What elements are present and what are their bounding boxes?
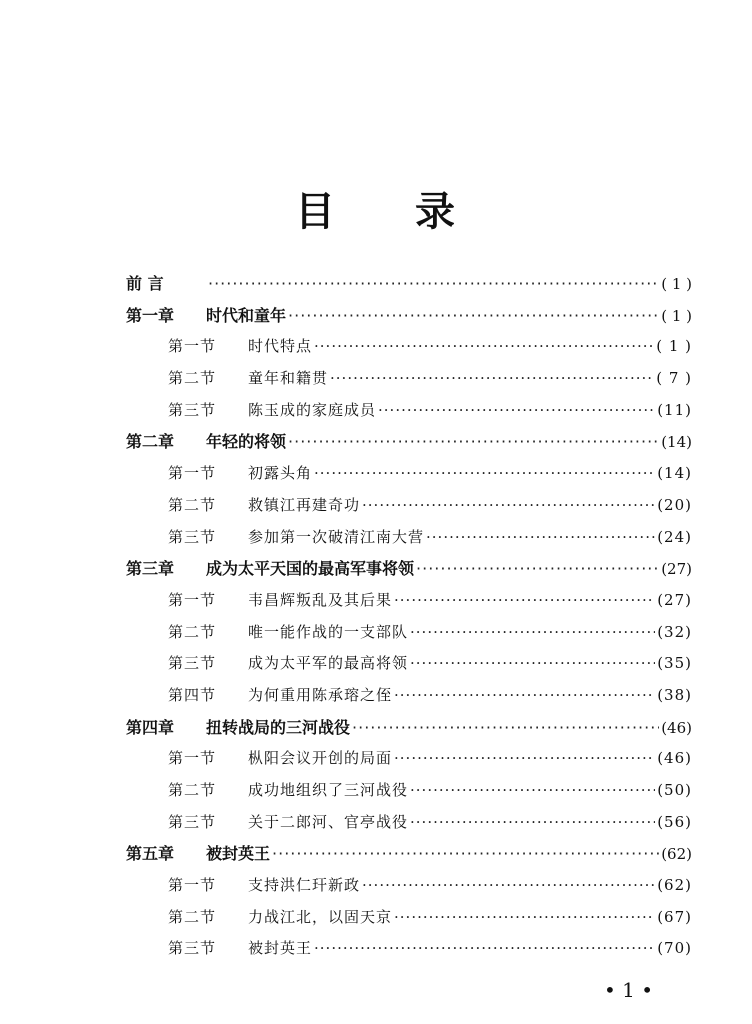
table-of-contents xyxy=(126,268,692,965)
toc-section[interactable] xyxy=(126,870,692,902)
toc-section[interactable] xyxy=(126,331,692,363)
toc-chapter-2[interactable] xyxy=(126,426,692,458)
dot-leader xyxy=(394,743,655,775)
toc-section[interactable] xyxy=(126,902,692,934)
entry-page: (35) xyxy=(657,654,692,673)
dot-leader xyxy=(288,300,659,332)
entry-title: 关于二郎河、官亭战役 xyxy=(248,812,409,831)
toc-section[interactable] xyxy=(126,775,692,807)
entry-page: ( 7 ) xyxy=(656,369,692,388)
toc-section[interactable] xyxy=(126,458,692,490)
toc-chapter-3[interactable] xyxy=(126,553,692,585)
entry-title: 支持洪仁玕新政 xyxy=(248,876,361,895)
dot-leader xyxy=(272,838,659,870)
entry-title: 时代和童年 xyxy=(206,305,287,325)
entry-page: (67) xyxy=(657,907,692,926)
entry-page: (62) xyxy=(661,845,692,864)
entry-page: (62) xyxy=(657,876,692,895)
dot-leader xyxy=(410,648,655,680)
entry-page: (24) xyxy=(657,527,692,546)
entry-label: 第一节 xyxy=(168,590,217,609)
entry-title: 年轻的将领 xyxy=(206,432,287,452)
toc-section[interactable] xyxy=(126,743,692,775)
entry-label: 第三节 xyxy=(168,812,217,831)
dot-leader xyxy=(314,458,655,490)
page-title xyxy=(0,180,752,237)
entry-title: 被封英王 xyxy=(206,844,271,864)
entry-label: 第三节 xyxy=(168,939,217,958)
dot-leader xyxy=(410,807,655,839)
dot-leader xyxy=(362,490,655,522)
dot-leader xyxy=(394,902,655,934)
dot-leader xyxy=(378,395,655,427)
entry-label: 第五章 xyxy=(126,844,175,864)
entry-title: 参加第一次破清江南大营 xyxy=(248,527,425,546)
entry-label: 第一章 xyxy=(126,305,175,325)
dot-leader xyxy=(394,585,655,617)
entry-title: 为何重用陈承瑢之侄 xyxy=(248,685,393,704)
toc-section[interactable] xyxy=(126,648,692,680)
entry-page: (11) xyxy=(657,400,692,419)
entry-label: 第四节 xyxy=(168,685,217,704)
entry-label: 第二节 xyxy=(168,369,217,388)
entry-page: (46) xyxy=(661,718,692,737)
toc-section[interactable] xyxy=(126,522,692,554)
dot-leader xyxy=(394,680,655,712)
toc-section[interactable] xyxy=(126,807,692,839)
toc-section[interactable] xyxy=(126,617,692,649)
entry-title: 成为太平天国的最高军事将领 xyxy=(206,559,415,579)
entry-label: 第一节 xyxy=(168,337,217,356)
toc-section[interactable] xyxy=(126,395,692,427)
dot-leader xyxy=(416,553,659,585)
entry-page: (27) xyxy=(661,560,692,579)
entry-page: (38) xyxy=(657,685,692,704)
dot-leader xyxy=(426,522,655,554)
title-char-1: 目 xyxy=(295,189,337,235)
entry-title: 成为太平军的最高将领 xyxy=(248,654,409,673)
entry-label: 第二章 xyxy=(126,432,175,452)
dot-leader xyxy=(352,712,659,744)
entry-page: (32) xyxy=(657,622,692,641)
entry-page: (20) xyxy=(657,495,692,514)
dot-leader xyxy=(330,363,654,395)
dot-leader xyxy=(410,617,655,649)
entry-page: (14) xyxy=(657,464,692,483)
entry-label: 第一节 xyxy=(168,749,217,768)
entry-page: ( 1 ) xyxy=(661,306,692,325)
entry-title: 初露头角 xyxy=(248,464,313,483)
toc-section[interactable] xyxy=(126,933,692,965)
dot-leader xyxy=(314,933,655,965)
entry-page: (70) xyxy=(657,939,692,958)
entry-label: 第三节 xyxy=(168,654,217,673)
toc-section[interactable] xyxy=(126,585,692,617)
entry-title: 力战江北，以固天京 xyxy=(248,907,393,926)
dot-leader xyxy=(288,426,659,458)
entry-label: 第二节 xyxy=(168,622,217,641)
toc-chapter-5[interactable] xyxy=(126,838,692,870)
entry-title: 韦昌辉叛乱及其后果 xyxy=(248,590,393,609)
page-number: • 1 • xyxy=(604,978,654,1002)
entry-title: 陈玉成的家庭成员 xyxy=(248,400,377,419)
entry-label: 第二节 xyxy=(168,907,217,926)
toc-section[interactable] xyxy=(126,363,692,395)
entry-page: (27) xyxy=(657,590,692,609)
dot-leader xyxy=(362,870,655,902)
dot-leader xyxy=(410,775,655,807)
toc-chapter-1[interactable] xyxy=(126,300,692,332)
entry-page: (50) xyxy=(657,781,692,799)
entry-title: 扭转战局的三河战役 xyxy=(206,717,351,737)
entry-title: 救镇江再建奇功 xyxy=(248,495,361,514)
title-char-2: 录 xyxy=(415,189,457,235)
entry-page: ( 1 ) xyxy=(656,337,692,356)
toc-chapter-4[interactable] xyxy=(126,712,692,744)
entry-label: 第二节 xyxy=(168,495,217,514)
entry-title: 枞阳会议开创的局面 xyxy=(248,749,393,768)
entry-page: (14) xyxy=(661,433,692,452)
entry-label: 第三节 xyxy=(168,400,217,419)
entry-title: 童年和籍贯 xyxy=(248,369,329,388)
entry-label: 第二节 xyxy=(168,781,217,799)
entry-label: 第三章 xyxy=(126,559,175,579)
entry-label: 第一节 xyxy=(168,464,217,483)
entry-title: 成功地组织了三河战役 xyxy=(248,781,409,799)
entry-page: (46) xyxy=(657,749,692,768)
entry-label: 第三节 xyxy=(168,527,217,546)
entry-label: 前 言 xyxy=(126,274,164,293)
entry-title: 被封英王 xyxy=(248,939,313,958)
toc-section[interactable] xyxy=(126,490,692,522)
entry-label: 第四章 xyxy=(126,717,175,737)
toc-section[interactable] xyxy=(126,680,692,712)
entry-page: ( 1 ) xyxy=(661,275,692,293)
dot-leader xyxy=(314,331,654,363)
entry-title: 时代特点 xyxy=(248,337,313,356)
entry-label: 第一节 xyxy=(168,876,217,895)
dot-leader xyxy=(208,268,659,300)
entry-title: 唯一能作战的一支部队 xyxy=(248,622,409,641)
entry-page: (56) xyxy=(657,812,692,831)
toc-preface[interactable] xyxy=(126,268,692,300)
